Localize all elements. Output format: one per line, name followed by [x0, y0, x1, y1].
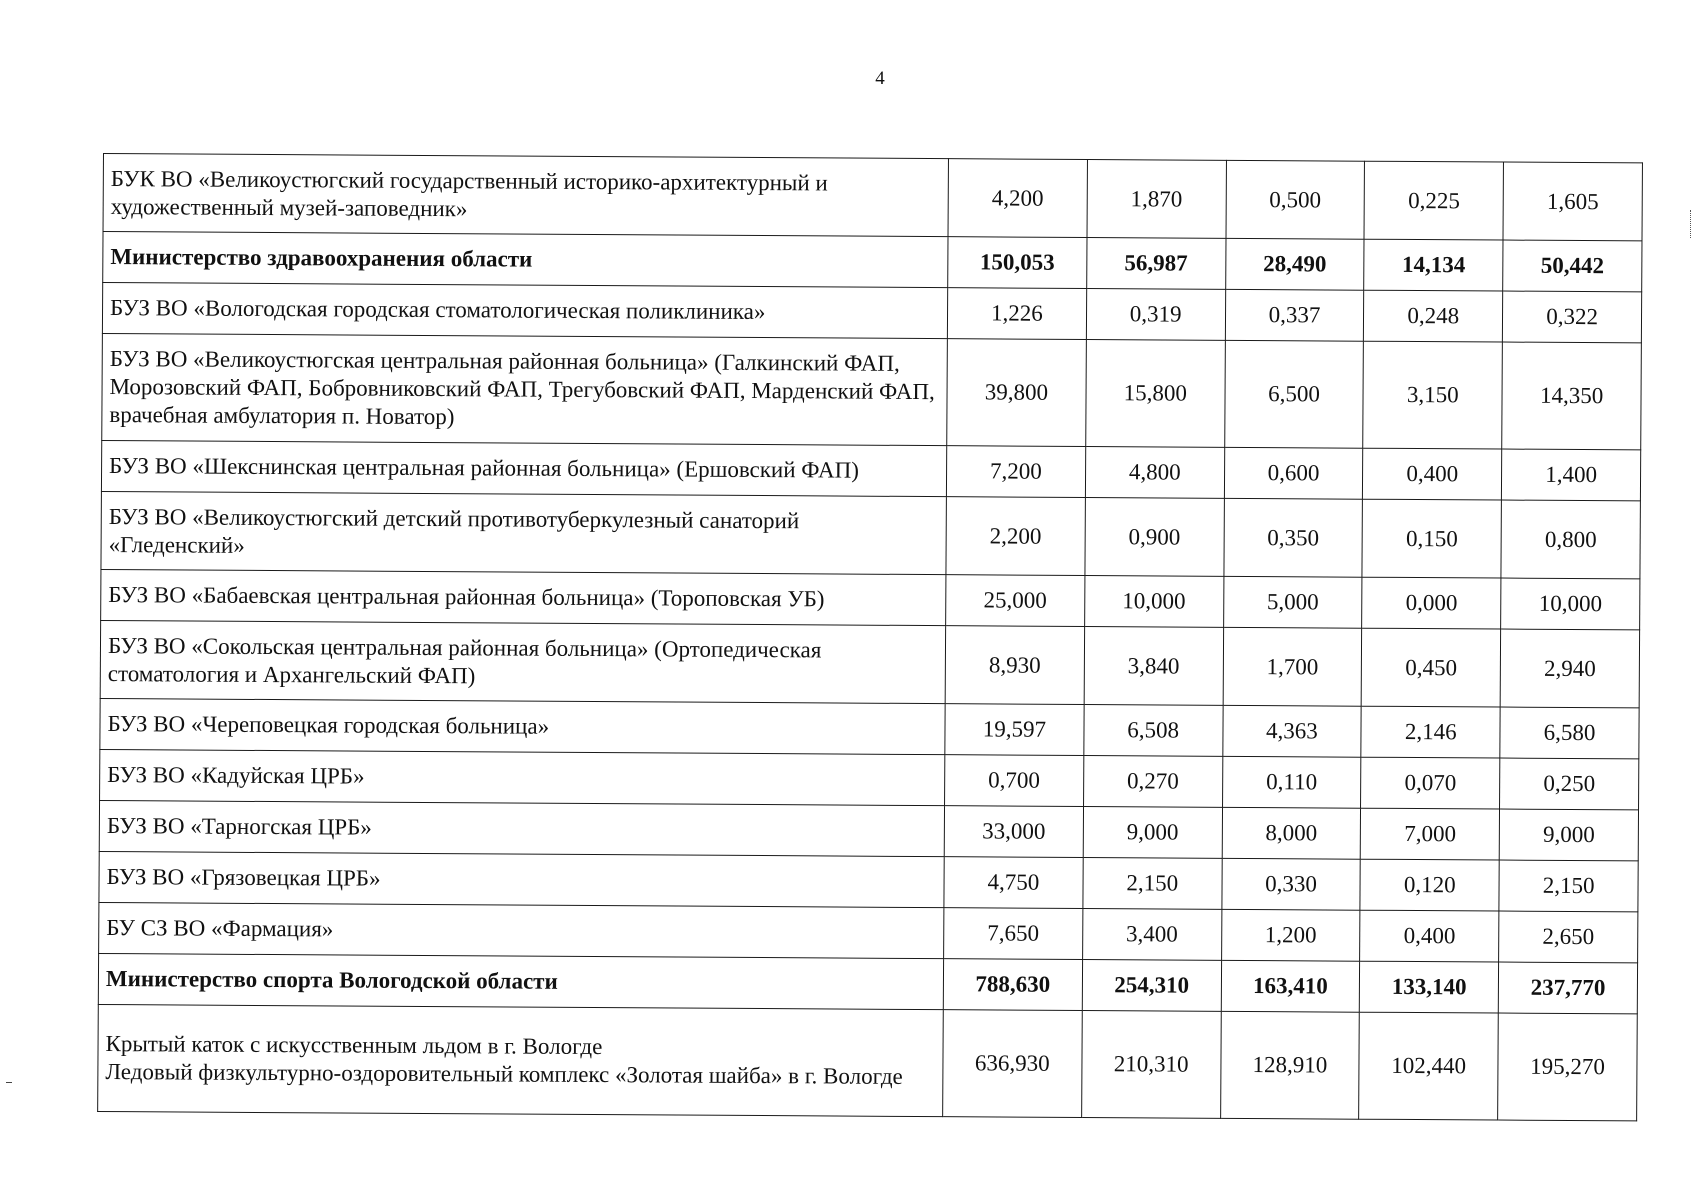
value-cell-4: 3,150: [1363, 341, 1502, 449]
table-row: [98, 953, 1637, 1013]
row-name-cell: [101, 491, 946, 574]
value-cell-2: 10,000: [1084, 576, 1223, 628]
row-name-cell: [100, 698, 945, 754]
value-cell-4: 0,120: [1360, 859, 1499, 911]
table-row: [102, 283, 1641, 343]
scan-edge-mark: [1690, 210, 1693, 238]
value-cell-3: 0,337: [1225, 289, 1364, 341]
value-cell-5: 2,150: [1499, 860, 1638, 912]
table-row: [103, 154, 1642, 241]
value-cell-5: 2,940: [1500, 629, 1639, 708]
table-row: [99, 851, 1638, 911]
value-cell-3: 0,600: [1224, 447, 1363, 499]
table-row: [100, 698, 1639, 758]
page-number: 4: [875, 68, 885, 89]
value-cell-1: 788,630: [943, 959, 1082, 1011]
value-cell-5: 10,000: [1501, 578, 1640, 630]
row-name-cell: [103, 232, 948, 288]
value-cell-5: 0,800: [1501, 500, 1640, 579]
value-cell-1: 33,000: [944, 806, 1083, 858]
value-cell-2: 15,800: [1086, 340, 1225, 448]
value-cell-1: 7,200: [946, 446, 1085, 498]
value-cell-3: 1,200: [1221, 909, 1360, 961]
value-cell-2: 254,310: [1082, 959, 1221, 1011]
value-cell-1: 0,700: [945, 755, 1084, 807]
value-cell-2: 6,508: [1084, 705, 1223, 757]
value-cell-3: 0,350: [1224, 498, 1363, 577]
value-cell-5: 1,605: [1503, 162, 1642, 241]
value-cell-3: 8,000: [1222, 807, 1361, 859]
value-cell-3: 0,110: [1222, 756, 1361, 808]
value-cell-1: 7,650: [944, 908, 1083, 960]
row-name-cell: [101, 569, 946, 625]
value-cell-5: 2,650: [1499, 911, 1638, 963]
value-cell-3: 128,910: [1220, 1011, 1359, 1119]
table-body: [98, 154, 1643, 1121]
value-cell-2: 1,870: [1087, 160, 1226, 239]
value-cell-5: 0,322: [1503, 291, 1642, 343]
value-cell-5: 237,770: [1498, 962, 1637, 1014]
value-cell-4: 0,070: [1361, 757, 1500, 809]
value-cell-3: 28,490: [1225, 238, 1364, 290]
value-cell-5: 14,350: [1502, 342, 1641, 450]
value-cell-1: 1,226: [947, 288, 1086, 340]
row-name-cell: [98, 1004, 944, 1116]
row-name-cell: [100, 749, 945, 805]
row-name: БУЗ ВО «Кадуйская ЦРБ»: [107, 762, 365, 789]
value-cell-3: 1,700: [1223, 627, 1362, 706]
value-cell-4: 0,150: [1362, 499, 1501, 578]
value-cell-5: 1,400: [1502, 449, 1641, 501]
budget-table: [97, 153, 1643, 1121]
value-cell-5: 6,580: [1500, 707, 1639, 759]
value-cell-2: 4,800: [1085, 447, 1224, 499]
value-cell-2: 0,900: [1085, 498, 1224, 577]
value-cell-4: 0,248: [1364, 290, 1503, 342]
row-name-cell: [102, 333, 948, 445]
row-name: БУЗ ВО «Бабаевская центральная районная больница» (Тороповская УБ): [108, 582, 825, 612]
row-name: БУЗ ВО «Сокольская центральная районная больница» (Ортопедическая стоматология и Архангельский ФАП): [107, 632, 822, 688]
row-name: БУЗ ВО «Грязовецкая ЦРБ»: [106, 864, 381, 891]
table-row: [102, 333, 1642, 449]
value-cell-1: 4,200: [948, 159, 1087, 238]
row-name: БУ СЗ ВО «Фармация»: [106, 915, 334, 942]
row-name: Министерство здравоохранения области: [110, 244, 533, 272]
value-cell-5: 9,000: [1499, 809, 1638, 861]
value-cell-5: 195,270: [1498, 1013, 1637, 1121]
table-row: [98, 1004, 1638, 1120]
scan-edge-mark: [6, 1082, 12, 1083]
row-name-cell: [103, 154, 948, 237]
row-name: БУЗ ВО «Великоустюгская центральная районная больница» (Галкинский ФАП, Морозовский ФАП, Бобровниковский ФАП, Трегубовский ФАП, Марденский ФАП, врачебная амбулатория п. Новатор): [109, 346, 935, 430]
value-cell-2: 56,987: [1086, 238, 1225, 290]
value-cell-1: 19,597: [945, 704, 1084, 756]
row-name-cell: [101, 440, 946, 496]
value-cell-1: 8,930: [945, 626, 1084, 705]
value-cell-1: 4,750: [944, 857, 1083, 909]
value-cell-2: 2,150: [1083, 857, 1222, 909]
table-row: [101, 440, 1640, 500]
value-cell-1: 39,800: [947, 339, 1086, 447]
row-name: БУЗ ВО «Шекснинская центральная районная больница» (Ершовский ФАП): [109, 453, 860, 483]
value-cell-1: 25,000: [946, 575, 1085, 627]
value-cell-4: 133,140: [1360, 961, 1499, 1013]
table-row: [103, 232, 1642, 292]
value-cell-4: 0,000: [1362, 577, 1501, 629]
value-cell-4: 14,134: [1364, 239, 1503, 291]
row-name-cell: [99, 851, 944, 907]
value-cell-3: 0,500: [1226, 160, 1365, 239]
value-cell-1: 636,930: [943, 1010, 1082, 1118]
table-row: [99, 800, 1638, 860]
value-cell-2: 9,000: [1083, 807, 1222, 859]
value-cell-3: 4,363: [1222, 705, 1361, 757]
value-cell-1: 150,053: [948, 237, 1087, 289]
value-cell-3: 5,000: [1223, 576, 1362, 628]
table-row: [101, 491, 1640, 578]
value-cell-4: 0,400: [1360, 910, 1499, 962]
value-cell-4: 7,000: [1361, 808, 1500, 860]
row-name-cell: [102, 283, 947, 339]
value-cell-4: 102,440: [1359, 1012, 1498, 1120]
row-name: БУЗ ВО «Тарногская ЦРБ»: [106, 813, 372, 840]
row-name-cell: [100, 620, 945, 703]
table-row: [100, 749, 1639, 809]
value-cell-2: 3,400: [1082, 908, 1221, 960]
value-cell-4: 0,400: [1363, 448, 1502, 500]
value-cell-5: 50,442: [1503, 240, 1642, 292]
value-cell-5: 0,250: [1500, 758, 1639, 810]
value-cell-2: 210,310: [1081, 1010, 1220, 1118]
row-name: БУЗ ВО «Череповецкая городская больница»: [107, 711, 550, 739]
value-cell-3: 163,410: [1221, 960, 1360, 1012]
value-cell-2: 3,840: [1084, 627, 1223, 706]
value-cell-4: 0,450: [1362, 628, 1501, 707]
row-name: БУК ВО «Великоустюгский государственный историко-архитектурный и художественный музей-заповедник»: [110, 165, 828, 221]
table-row: [101, 569, 1640, 629]
value-cell-2: 0,319: [1086, 289, 1225, 341]
value-cell-4: 0,225: [1364, 161, 1503, 240]
table-row: [100, 620, 1639, 707]
table-row: [99, 902, 1638, 962]
value-cell-3: 0,330: [1221, 858, 1360, 910]
row-name-cell: [99, 902, 944, 958]
row-name: БУЗ ВО «Великоустюгский детский противотуберкулезный санаторий «Гледенский»: [108, 503, 800, 558]
row-name: БУЗ ВО «Вологодская городская стоматологическая поликлиника»: [109, 295, 766, 325]
value-cell-1: 2,200: [946, 497, 1085, 576]
value-cell-3: 6,500: [1224, 340, 1363, 448]
value-cell-4: 2,146: [1361, 706, 1500, 758]
row-name-cell: [98, 953, 943, 1009]
value-cell-2: 0,270: [1083, 756, 1222, 808]
row-name-cell: [99, 800, 944, 856]
row-name: Министерство спорта Вологодской области: [105, 966, 558, 994]
row-name: Крытый каток с искусственным льдом в г. Вологде Ледовый физкультурно-оздоровительный комплекс «Золотая шайба» в г. Вологде: [105, 1031, 903, 1089]
